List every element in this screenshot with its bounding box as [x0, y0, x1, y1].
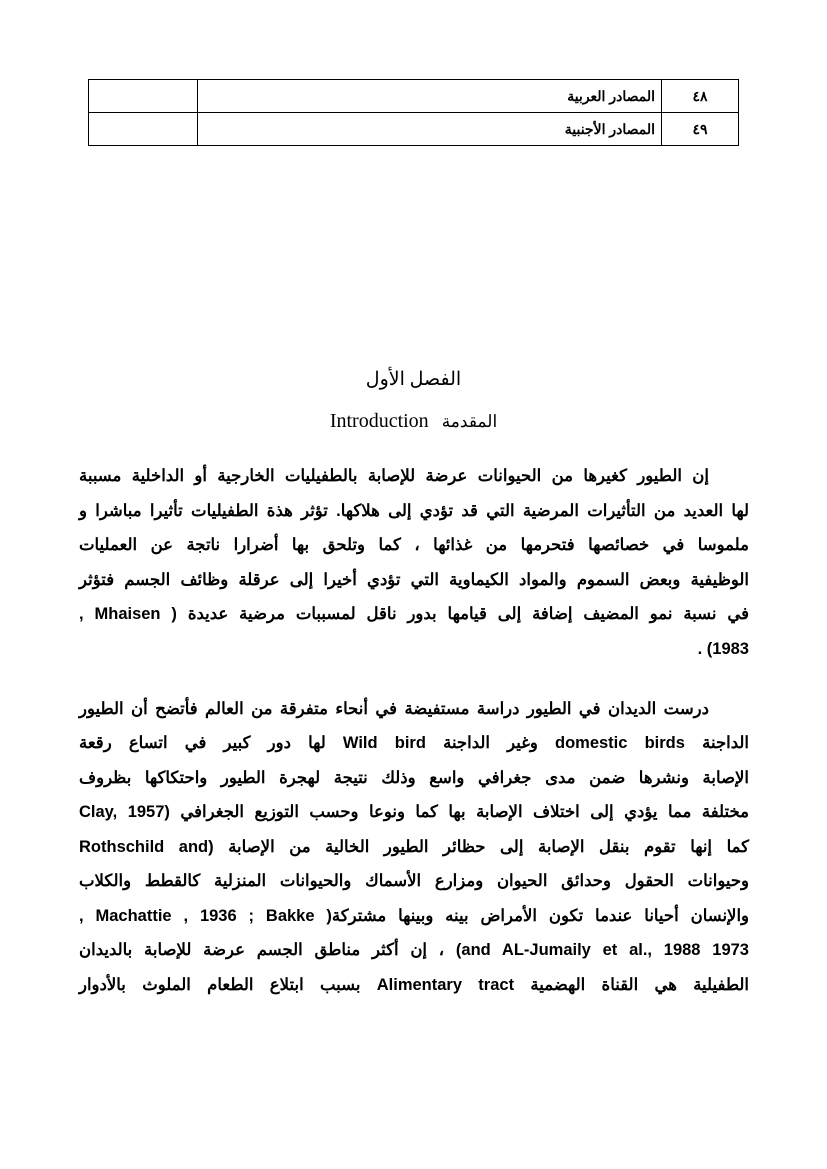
text-line: الوظيفية وبعض السموم والمواد الكيماوية التي تؤدي أخيرا إلى عرقلة وظائف الجسم فتؤثر [79, 571, 749, 589]
toc-entry-title: المصادر الأجنبية [198, 113, 662, 146]
text-line: الطفيلية هي القناة الهضمية Alimentary tract بسبب ابتلاع الطعام الملوث بالأدوار [79, 976, 749, 994]
text-line: لها العديد من التأثيرات المرضية التي قد تؤدي إلى هلاكها. تؤثر هذة الطفيليات تأثيرا مباشرا و [79, 502, 749, 520]
text-line: إن الطيور كغيرها من الحيوانات عرضة للإصابة بالطفيليات الخارجية أو الداخلية مسببة [79, 467, 709, 485]
toc-entry-page: ٤٨ [662, 80, 739, 113]
text-line: درست الديدان في الطيور دراسة مستفيضة في أنحاء متفرقة من العالم فأتضح أن الطيور [79, 700, 709, 718]
text-line: مختلفة مما يؤدي إلى اختلاف الإصابة بها كما ونوعا وحسب التوزيع الجغرافي (Clay, 1957 [79, 803, 749, 821]
text-line: 1983) . [697, 640, 749, 658]
chapter-title: الفصل الأول [365, 369, 462, 390]
toc-entry-page: ٤٩ [662, 113, 739, 146]
toc-entry-title: المصادر العربية [198, 80, 662, 113]
table-of-contents [88, 79, 739, 146]
text-line: الإصابة ونشرها ضمن مدى جغرافي واسع وذلك نتيجة لهجرة الطيور واحتكاكها بظروف [79, 769, 749, 787]
text-line: في نسبة نمو المضيف إضافة إلى قيامها بدور ناقل لمسببات مرضية عديدة ( Mhaisen , [79, 605, 749, 623]
toc-cell-empty [89, 80, 198, 113]
toc-cell-empty [89, 113, 198, 146]
text-line: وحيوانات الحقول وحدائق الحيوان ومزارع الأسماك والحيوانات المنزلية كالقطط والكلاب [79, 872, 749, 890]
text-line: الداجنة domestic birds وغير الداجنة Wild bird لها دور كبير في اتساع رقعة [79, 734, 749, 752]
text-line: 1973 and AL-Jumaily et al., 1988) ، إن أكثر مناطق الجسم عرضة للإصابة بالديدان [79, 941, 749, 959]
chapter-subtitle [0, 410, 827, 433]
toc-row [89, 80, 739, 113]
toc-row [89, 113, 739, 146]
text-line: والإنسان أحيانا عندما تكون الأمراض بينه وبينها مشتركة( Machattie , 1936 ; Bakke , [79, 907, 750, 925]
subtitle-arabic: المقدمة [441, 412, 498, 431]
text-line: كما إنها تقوم بنقل الإصابة إلى حظائر الطيور الخالية من الإصابة (Rothschild and [79, 838, 749, 856]
subtitle-english: Introduction [329, 410, 429, 432]
text-line: ملموسا في خصائصها فتحرمها من غذائها ، كما وتلحق بها أضرارا ناتجة عن العمليات [79, 536, 749, 554]
